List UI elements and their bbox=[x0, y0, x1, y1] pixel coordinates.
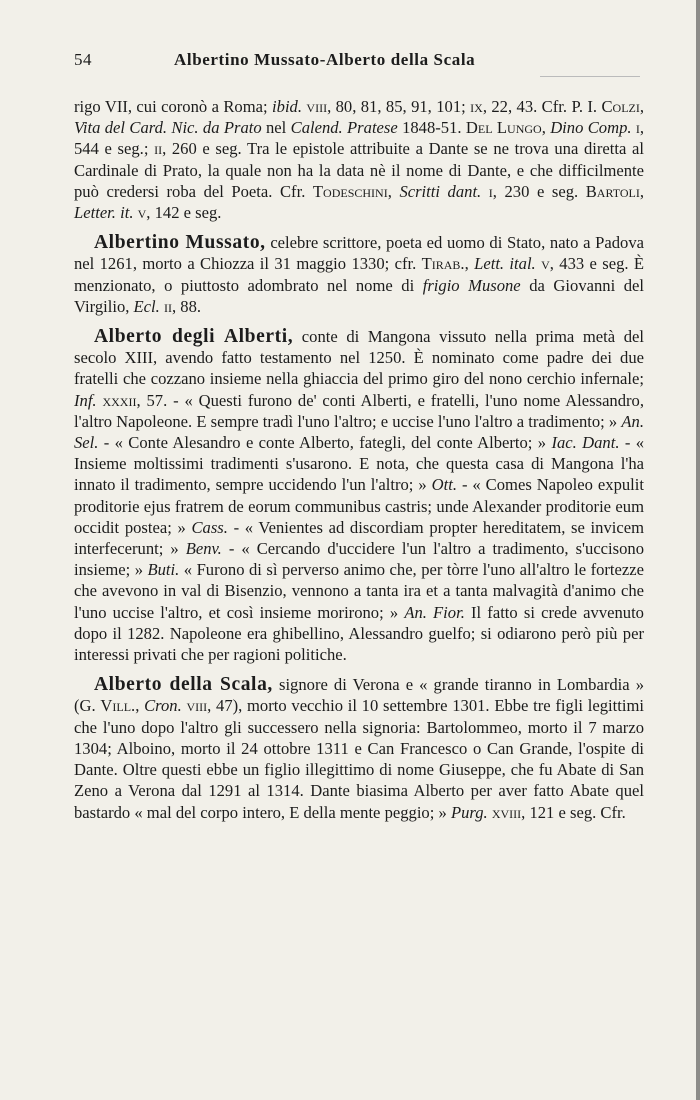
header-rule bbox=[540, 76, 640, 77]
entry-albertino-mussato: Albertino Mussato, celebre scrittore, poeta ed uomo di Stato, nato a Padova nel 1261, morto a Chiozza il 31 maggio 1330; cfr. Tirab., Lett. ital. v, 433 e seg. È menzionato, o piuttosto adombrato nel nome di frigio Musone da Giovanni del Virgilio, Ecl. ii, 88. bbox=[74, 232, 645, 316]
entry-alberto-degli-alberti: Alberto degli Alberti, conte di Mangona vissuto nella prima metà del secolo XIII, avendo fatto testamento nel 1250. È nominato come padre dei due fratelli che cozzano insieme nella ghiaccia del primo giro del nono cerchio infernale; Inf. xxxii, 57. - « Questi furono de' conti Alberti, e fratelli, l'uno nome Alessandro, l'altro Napoleone. E sempre tradì l'uno l'altro; e uccise l'uno l'altro a tradimento; » An. Sel. - « Conte Alesandro e conte Alberto, fategli, del conte Alberto; » Iac. Dant. - « Insieme moltissimi tradimenti s'usarono. E nota, che questa casa di Mangona l'ha innato il tradimento, sempre uccidendo l'un l'altro; » Ott. - « Comes Napoleo expulit proditorie ejus fratrem de eorum communibus castris; unde Alexander proditorie eum occidit postea; » Cass. - « Venientes ad discordiam propter hereditatem, se invicem interfecerunt; » Benv. - « Cercando d'uccidere l'un l'altro a tradimento, s'uccisono insieme; » Buti. « Furono di sì perverso animo che, per tòrre l'uno all'altro le fortezze che avevono in val di Bisenzio, vennono a tanta ira et a tanta malvagità d'animo che l'uno uccise l'altro, et così insieme morirono; » An. Fior. Il fatto si crede avvenuto dopo il 1282. Napoleone era ghibellino, Alessandro guelfo; si odiarono però più per interessi privati che per ragioni politiche. bbox=[74, 326, 645, 665]
entry-alberto-della-scala: Alberto della Scala, signore di Verona e « grande tiranno in Lombardia » (G. Vill., Cron. viii, 47), morto vecchio il 10 settembre 1301. Ebbe tre figli legittimi che l'uno dopo l'altro gli successero nella signoria: Bartolommeo, morto il 7 marzo 1304; Alboino, morto il 24 ottobre 1311 e Can Francesco o Can Grande, l'ospite di Dante. Oltre questi ebbe un figlio illegittimo di nome Giuseppe, che fu Abate di San Zeno a Verona dal 1291 al 1314. Dante biasima Alberto per aver fatto Abate quel bastardo « mal del corpo intero, E della mente peggio; » Purg. xviii, 121 e seg. Cfr. bbox=[74, 674, 645, 822]
page-header bbox=[74, 50, 640, 74]
page-edge-shadow bbox=[696, 0, 700, 1100]
page-number: 54 bbox=[74, 50, 92, 69]
page-body bbox=[74, 96, 644, 823]
running-title: Albertino Mussato-Alberto della Scala bbox=[174, 50, 476, 69]
continuation-paragraph: rigo VII, cui coronò a Roma; ibid. viii, 80, 81, 85, 91, 101; ix, 22, 43. Cfr. P. I. Colzi, Vita del Card. Nic. da Prato nel Calend. Pratese 1848-51. Del Lungo, Dino Comp. i, 544 e seg.; ii, 260 e seg. Tra le epistole attribuite a Dante se ne trova una diretta al Cardinale di Prato, la quale non ha la data nè il nome di Dante, e che difficilmente può credersi roba del Poeta. Cfr. Todeschini, Scritti dant. i, 230 e seg. Bartoli, Letter. it. v, 142 e seg. bbox=[74, 97, 645, 223]
